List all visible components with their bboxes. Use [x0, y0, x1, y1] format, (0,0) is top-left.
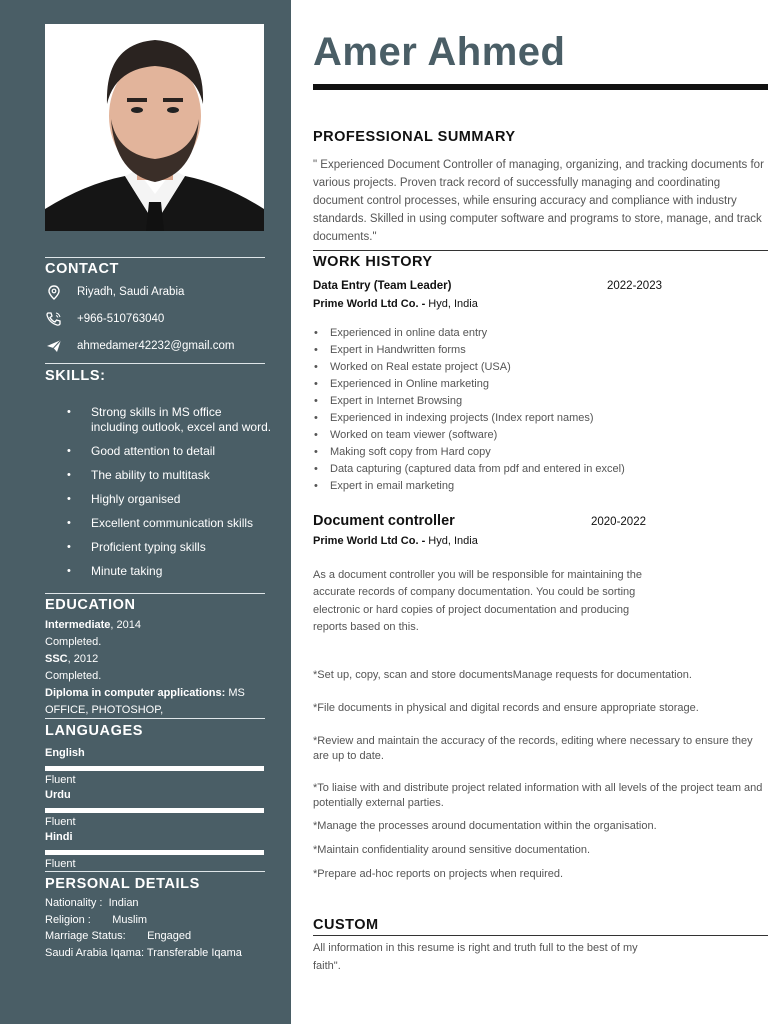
job-dates: 2020-2022 [591, 516, 646, 528]
list-item: • Excellent communication skills [67, 516, 272, 531]
contact-email [45, 338, 234, 354]
degree-name: Intermediate [45, 619, 111, 631]
task-item: *File documents in physical and digital records and ensure appropriate storage. [313, 702, 699, 714]
education-heading: EDUCATION [45, 597, 136, 613]
phone-icon [45, 311, 63, 327]
languages-heading: LANGUAGES [45, 723, 144, 739]
job-description: As a document controller you will be responsible for maintaining the accurate records of company documentation. You could be sorting electronic or hard copies of project documentation and producing reports based on this. [313, 569, 642, 633]
religion: Religion : Muslim [45, 914, 148, 926]
education-entry [45, 685, 270, 719]
language-name: Urdu [45, 789, 71, 801]
profile-photo [45, 24, 264, 231]
list-item: • Strong skills in MS office including outlook, excel and word. [67, 405, 272, 435]
location-pin-icon [45, 284, 63, 300]
skills-heading: SKILLS: [45, 368, 106, 384]
contact-heading: CONTACT [45, 261, 120, 277]
task-item: *Prepare ad-hoc reports on projects when required. [313, 868, 564, 880]
task-item: *Maintain confidentiality around sensitive documentation. [313, 844, 590, 856]
degree-name: SSC [45, 653, 68, 665]
paper-plane-icon [45, 338, 63, 354]
title-underline [313, 84, 768, 90]
divider [45, 593, 265, 594]
language-level: Fluent [45, 774, 76, 786]
language-proficiency-bar [45, 766, 264, 771]
language-proficiency-bar [45, 850, 264, 855]
list-item: • Expert in Handwritten forms [313, 342, 763, 359]
task-item: *Set up, copy, scan and store documentsManage requests for documentation. [313, 669, 692, 681]
location-text: Riyadh, Saudi Arabia [77, 286, 185, 298]
degree-name: Diploma in computer applications: [45, 687, 226, 699]
duties-list [313, 325, 763, 495]
degree-year: , 2014 [110, 619, 142, 631]
language-proficiency-bar [45, 808, 264, 813]
language-level: Fluent [45, 858, 76, 870]
divider [313, 250, 768, 251]
list-item: • Experienced in indexing projects (Index report names) [313, 410, 763, 427]
list-item: • Data capturing (captured data from pdf and entered in excel) [313, 461, 763, 478]
custom-heading: CUSTOM [313, 917, 379, 933]
page-title: Amer Ahmed [313, 30, 566, 74]
education-list [45, 617, 270, 719]
task-item: *Review and maintain the accuracy of the records, editing where necessary to ensure they are up to date. [313, 735, 753, 762]
summary-text: " Experienced Document Controller of managing, organizing, and tracking documents for various projects. Proven track record of successfully managing and coordinating document control processes, while ensuring accuracy and compliance with industry standards. Skilled in using computer software and programs to store, manage, and track documents." [313, 159, 764, 243]
degree-year: , 2012 [67, 653, 99, 665]
nationality: Nationality : Indian [45, 897, 139, 909]
language-level: Fluent [45, 816, 76, 828]
email-text[interactable]: ahmedamer42232@gmail.com [77, 340, 235, 352]
custom-text: All information in this resume is right and truth full to the best of my faith". [313, 942, 638, 972]
divider [313, 935, 768, 936]
company-location: Hyd, India [425, 298, 478, 310]
company-name: Prime World Ltd Co. - [313, 298, 426, 310]
language-name: Hindi [45, 831, 73, 843]
job-dates: 2022-2023 [607, 280, 662, 292]
list-item: • Making soft copy from Hard copy [313, 444, 763, 461]
language-name: English [45, 747, 85, 759]
list-item: • Expert in email marketing [313, 478, 763, 495]
degree-status: Completed. [45, 670, 102, 682]
list-item: • Experienced in online data entry [313, 325, 763, 342]
job-title: Document controller [313, 513, 455, 529]
task-item: *To liaise with and distribute project related information with all levels of the project team and potentially external parties. [313, 782, 763, 809]
contact-phone [45, 311, 164, 327]
marriage-status: Marriage Status: Engaged [45, 930, 192, 942]
company [313, 298, 478, 310]
divider [45, 257, 265, 258]
divider [45, 871, 265, 872]
summary-heading: PROFESSIONAL SUMMARY [313, 129, 516, 145]
iqama-status: Saudi Arabia Iqama: Transferable Iqama [45, 947, 242, 959]
skills-list [67, 405, 272, 588]
task-item: *Manage the processes around documentation within the organisation. [313, 820, 657, 832]
list-item: • Highly organised [67, 492, 272, 507]
personal-details-heading: PERSONAL DETAILS [45, 876, 200, 892]
phone-text: +966-510763040 [77, 313, 165, 325]
list-item: • Proficient typing skills [67, 540, 272, 555]
work-history-heading: WORK HISTORY [313, 254, 433, 270]
list-item: • Worked on team viewer (software) [313, 427, 763, 444]
education-entry [45, 651, 270, 668]
list-item: • Minute taking [67, 564, 272, 579]
company-location: Hyd, India [425, 535, 478, 547]
company-name: Prime World Ltd Co. - [313, 535, 426, 547]
list-item: • Experienced in Online marketing [313, 376, 763, 393]
company [313, 535, 478, 547]
contact-location [45, 284, 184, 300]
divider [45, 363, 265, 364]
divider [45, 718, 265, 719]
list-item: • Worked on Real estate project (USA) [313, 359, 763, 376]
list-item: • Expert in Internet Browsing [313, 393, 763, 410]
job-title: Data Entry (Team Leader) [313, 280, 452, 292]
degree-detail: MS OFFICE, PHOTOSHOP, [45, 687, 245, 716]
degree-status: Completed. [45, 636, 102, 648]
list-item: • Good attention to detail [67, 444, 272, 459]
list-item: • The ability to multitask [67, 468, 272, 483]
education-entry [45, 617, 270, 634]
sidebar [0, 0, 291, 1024]
